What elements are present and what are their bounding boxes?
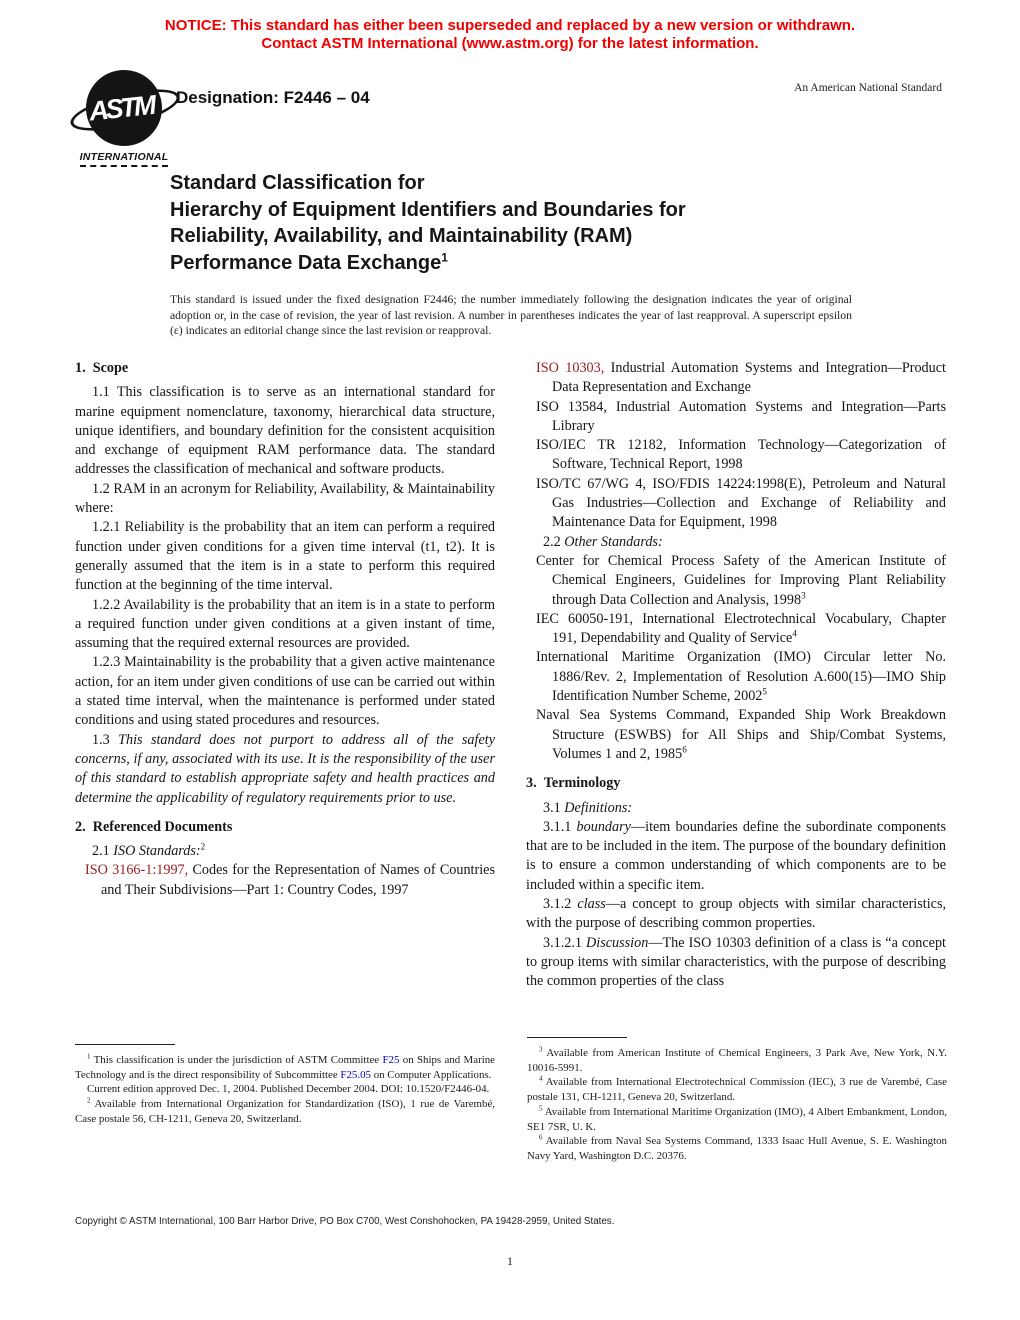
text-run: 1.2 RAM in an acronym for Reliability, Availability, & Maintainability where: xyxy=(75,480,495,517)
footnotes-left xyxy=(75,1044,495,1127)
paragraph xyxy=(75,731,495,808)
notice-line-2: Contact ASTM International (www.astm.org) for the latest information. xyxy=(261,35,759,52)
reference-item xyxy=(526,436,946,475)
text-run: on Computer Applications. xyxy=(370,1068,492,1081)
text-run: Available from Naval Sea Systems Command, 1333 Isaac Hull Avenue, S. E. Washington Navy Yard, Washington D.C. 20376. xyxy=(527,1135,947,1162)
right-column xyxy=(526,359,946,992)
paragraph xyxy=(75,596,495,654)
text-run: 1.3 xyxy=(92,731,119,748)
reference-link[interactable]: F25.05 xyxy=(340,1068,371,1081)
footnote-marker: 3 xyxy=(539,1045,543,1054)
text-run: Available from International Organization for Standardization (ISO), 1 rue de Varembé, Case postale 56, CH-1211, Geneva 20, Switzerland. xyxy=(75,1098,495,1125)
text-run: 1.2.2 Availability is the probability that an item is in a state to perform a required function under given conditions at a given instant of time, assuming that the required external resources are provided. xyxy=(75,596,495,652)
title-line: Reliability, Availability, and Maintainability (RAM) xyxy=(170,225,633,247)
footnotes-right xyxy=(527,1037,947,1164)
text-run: ISO 13584, Industrial Automation Systems and Integration—Parts Library xyxy=(536,398,946,434)
footnote xyxy=(75,1053,495,1082)
reference-item xyxy=(526,359,946,398)
reference-item xyxy=(526,648,946,706)
astm-logo-mark xyxy=(86,70,162,146)
text-run: on Ships and Marine Technology and is the direct responsibility of Subcommittee xyxy=(75,1054,495,1081)
title-line: Hierarchy of Equipment Identifiers and Boundaries for xyxy=(170,198,686,221)
body-columns xyxy=(75,359,947,992)
reference-item xyxy=(526,552,946,610)
text-run: 1.2.3 Maintainability is the probability that a given active maintenance action, for an item under given conditions of use can be carried out within a stated time interval, when the maintenance is performed under stated conditions and using stated procedures and resources. xyxy=(75,654,495,729)
footnote xyxy=(527,1046,947,1075)
reference-item xyxy=(75,861,495,900)
text-run: 1.2.1 Reliability is the probability that an item can perform a required function under given conditions for a given time interval (t1, t2). It is generally assumed that the item is in a state to perform this required function at the beginning of the time interval. xyxy=(75,519,495,594)
reference-link[interactable]: F25 xyxy=(382,1054,400,1066)
text-run: ISO/IEC TR 12182, Information Technology—Categorization of Software, Technical Report, 1998 xyxy=(536,437,946,473)
text-run: 3. Terminology xyxy=(526,775,621,792)
paragraph xyxy=(526,895,946,934)
text-run: This standard does not purport to address all of the safety concerns, if any, associated with its use. It is the responsibility of the user of this standard to establish appropriate safety and health practices and determine the applicability of regulatory requirements prior to use. xyxy=(75,731,495,806)
paragraph xyxy=(526,934,946,992)
reference-item xyxy=(526,610,946,649)
text-run: Codes for the Representation of Names of Countries and Their Subdivisions—Part 1: Country Codes, 1997 xyxy=(101,862,495,898)
paragraph xyxy=(526,818,946,895)
footnote-marker: 5 xyxy=(762,686,767,697)
text-run: Available from International Electrotechnical Commission (IEC), 3 rue de Varembé, Case postale 131, CH-1211, Geneva 20, Switzerland. xyxy=(527,1076,947,1104)
footnote-marker: 1 xyxy=(87,1052,91,1061)
text-run: 2.1 xyxy=(92,843,114,860)
text-run: Discussion xyxy=(586,934,649,951)
text-run: This classification is under the jurisdiction of ASTM Committee xyxy=(90,1054,383,1066)
footnote-marker: 4 xyxy=(539,1074,543,1083)
footnote-marker: 5 xyxy=(539,1104,543,1113)
astm-logo-subtext: INTERNATIONAL xyxy=(80,151,169,167)
designation: Designation: F2446 – 04 xyxy=(176,88,370,107)
text-run: Center for Chemical Process Safety of the American Institute of Chemical Engineers, Guidelines for Improving Plant Reliability through Data Collection and Analysis, 1998 xyxy=(536,552,946,608)
footnote-marker: 6 xyxy=(682,744,687,755)
text-run: Naval Sea Systems Command, Expanded Ship Work Breakdown Structure (ESWBS) for All Ships and Ship/Combat Systems, Volumes 1 and 2, 1985 xyxy=(536,707,946,762)
american-national-standard-note: An American National Standard xyxy=(794,82,942,94)
text-run: —item boundaries define the subordinate components that are to be included in the item. The purpose of the boundary definition is to ensure a common understanding of which components are to be included within a specific item. xyxy=(526,818,946,893)
section-2-heading xyxy=(75,818,495,837)
text-run: ISO/TC 67/WG 4, ISO/FDIS 14224:1998(E), Petroleum and Natural Gas Industries—Collection and Exchange of Reliability and Maintenance Data for Equipment, 1998 xyxy=(536,475,946,531)
document-title xyxy=(170,170,686,276)
text-run: International Maritime Organization (IMO) Circular letter No. 1886/Rev. 2, Implementation of Resolution A.600(15)—IMO Ship Identification Number Scheme, 2002 xyxy=(536,649,946,705)
text-run: 3.1.1 xyxy=(543,818,577,835)
page-number: 1 xyxy=(507,1256,513,1268)
footnote xyxy=(527,1134,947,1163)
paragraph xyxy=(75,383,495,479)
reference-item xyxy=(526,475,946,533)
paragraph xyxy=(526,799,946,818)
notice-line-1: NOTICE: This standard has either been superseded and replaced by a new version or withdrawn. xyxy=(164,17,856,34)
astm-logo xyxy=(72,70,176,167)
paragraph xyxy=(75,842,495,861)
reference-item xyxy=(526,706,946,764)
paragraph xyxy=(75,653,495,730)
reference-item xyxy=(526,398,946,437)
reference-link[interactable]: ISO 3166-1:1997, xyxy=(85,862,189,879)
text-run: Industrial Automation Systems and Integration—Product Data Representation and Exchange xyxy=(552,360,946,396)
text-run: —a concept to group objects with similar characteristics, with the purpose of describing common properties. xyxy=(526,896,947,932)
title-line: Standard Classification for xyxy=(170,172,425,194)
supersession-notice xyxy=(0,17,1020,53)
text-run: 2. Referenced Documents xyxy=(75,818,233,835)
text-run: 3.1.2.1 xyxy=(543,934,587,951)
footnote-marker: 6 xyxy=(539,1133,543,1142)
text-run: IEC 60050-191, International Electrotechnical Vocabulary, Chapter 191, Dependability and Quality of Service xyxy=(536,610,946,647)
paragraph xyxy=(75,480,495,519)
section-1-heading xyxy=(75,359,495,378)
text-run: Current edition approved Dec. 1, 2004. Published December 2004. DOI: 10.1520/F2446-04. xyxy=(87,1083,490,1096)
issuance-note: This standard is issued under the fixed designation F2446; the number immediately following the designation indicates the year of original adoption or, in the case of revision, the year of last revision. A number in parentheses indicates the year of last reapproval. A superscript epsilon (ε) indicates an editorial change since the last revision or reapproval. xyxy=(170,293,852,338)
title-line-text: Performance Data Exchange xyxy=(170,251,442,274)
text-run: 1. Scope xyxy=(75,360,129,376)
text-run: 3.1 xyxy=(543,799,565,816)
text-run: class xyxy=(577,896,606,913)
footnote xyxy=(75,1082,495,1097)
footnote-marker: 4 xyxy=(792,628,797,639)
reference-link[interactable]: ISO 10303, xyxy=(536,360,605,376)
text-run: 1.1 This classification is to serve as an international standard for marine equipment nomenclature, taxonomy, hierarchical data structure, unique identifiers, and boundary definition for the consistent acquisition and exchange of equipment RAM performance data. The standard addresses the classification of mechanical and software products. xyxy=(75,384,495,478)
footnote xyxy=(527,1105,947,1134)
paragraph xyxy=(526,533,946,552)
footnote-marker: 3 xyxy=(801,589,806,600)
text-run: 2.2 xyxy=(543,533,565,550)
paragraph xyxy=(75,518,495,595)
left-column xyxy=(75,359,495,992)
text-run: Definitions: xyxy=(564,799,633,816)
text-run: boundary xyxy=(576,818,631,835)
text-run: Available from International Maritime Organization (IMO), 4 Albert Embankment, London, SE1 7SR, U. K. xyxy=(527,1105,947,1133)
footnote-marker: 2 xyxy=(200,841,206,852)
text-run: Other Standards: xyxy=(564,533,663,550)
title-line xyxy=(170,250,686,277)
text-run: Available from American Institute of Chemical Engineers, 3 Park Ave, New York, N.Y. 10016-5991. xyxy=(527,1047,947,1074)
footnote-marker: 2 xyxy=(87,1096,91,1105)
footnote xyxy=(75,1097,495,1126)
text-run: —The ISO 10303 definition of a class is “a concept to group items with similar characteristics, with the purpose of describing the common properties of the class xyxy=(526,934,946,990)
copyright-line: Copyright © ASTM International, 100 Barr Harbor Drive, PO Box C700, West Conshohocken, PA 19428-2959, United States. xyxy=(75,1216,615,1227)
text-run: 3.1.2 xyxy=(543,896,578,913)
title-footnote-marker: 1 xyxy=(441,249,448,264)
astm-logo-text: ASTM xyxy=(87,89,156,127)
footnote xyxy=(527,1075,947,1104)
section-3-heading xyxy=(526,774,946,793)
text-run: ISO Standards: xyxy=(113,843,201,860)
